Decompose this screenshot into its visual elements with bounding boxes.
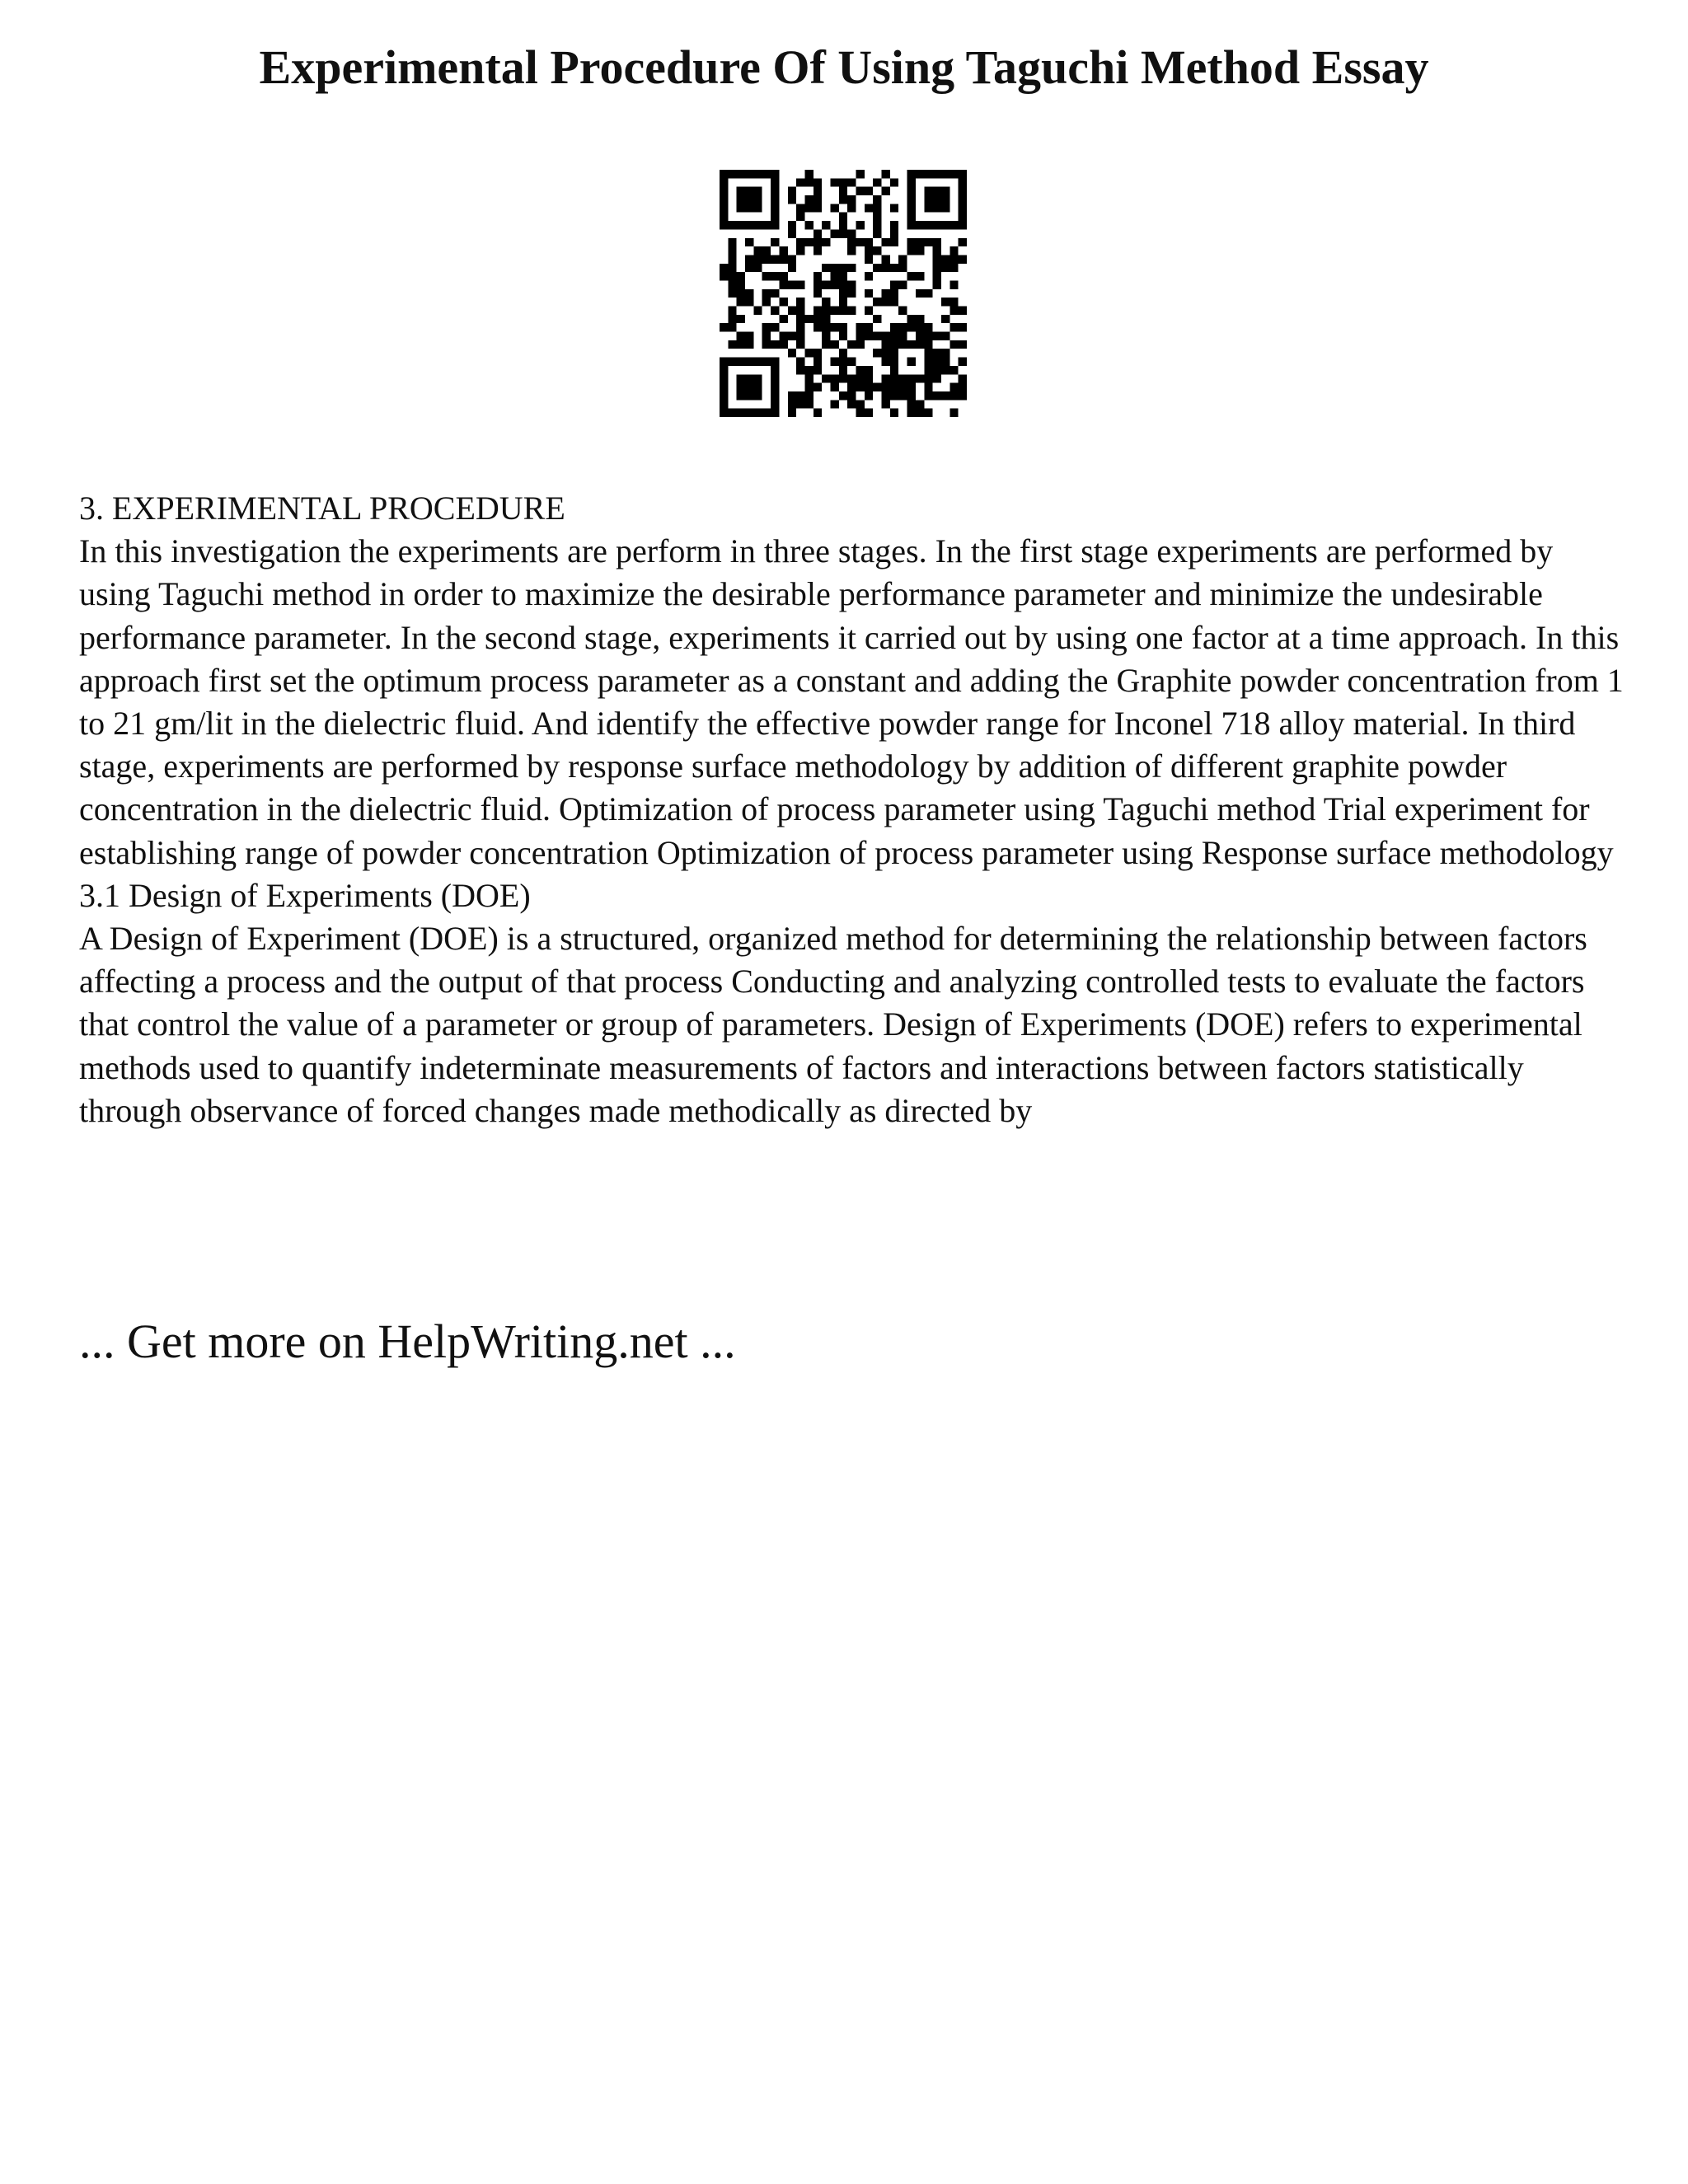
section-paragraph: A Design of Experiment (DOE) is a structured, organized method for determining the relationship between factors affecting a process and the output of that process Conducting and analyzing controlled tests to evaluate the factors that control the value of a parameter or group of parameters. Design of Experiments (DOE) refers to experimental methods used to quantify indeterminate measurements of factors and interactions between factors statistically through observance of forced changes made methodically as directed by xyxy=(79,920,1587,1129)
section-heading: 3. EXPERIMENTAL PROCEDURE xyxy=(79,490,565,527)
section-heading: 3.1 Design of Experiments (DOE) xyxy=(79,876,531,914)
get-more-link[interactable]: ... Get more on HelpWriting.net ... xyxy=(79,1315,736,1368)
section-paragraph: In this investigation the experiments are perform in three stages. In the first stage experiments are performed by using Taguchi method in order to maximize the desirable performance parameter and minimize the undesirable performance parameter. In the second stage, experiments it carried out by using one factor at a time approach. In this approach first set the optimum process parameter as a constant and adding the Graphite powder concentration from 1 to 21 gm/lit in the dielectric fluid. And identify the effective powder range for Inconel 718 alloy material. In third stage, experiments are performed by response surface methodology by addition of different graphite powder concentration in the dielectric fluid. Optimization of process parameter using Taguchi method Trial experiment for establishing range of powder concentration Optimization of process parameter using Response surface methodology xyxy=(79,532,1624,871)
qr-code-icon[interactable] xyxy=(720,170,967,417)
document-body xyxy=(79,487,1629,1132)
document-title: Experimental Procedure Of Using Taguchi Method Essay xyxy=(259,40,1429,94)
